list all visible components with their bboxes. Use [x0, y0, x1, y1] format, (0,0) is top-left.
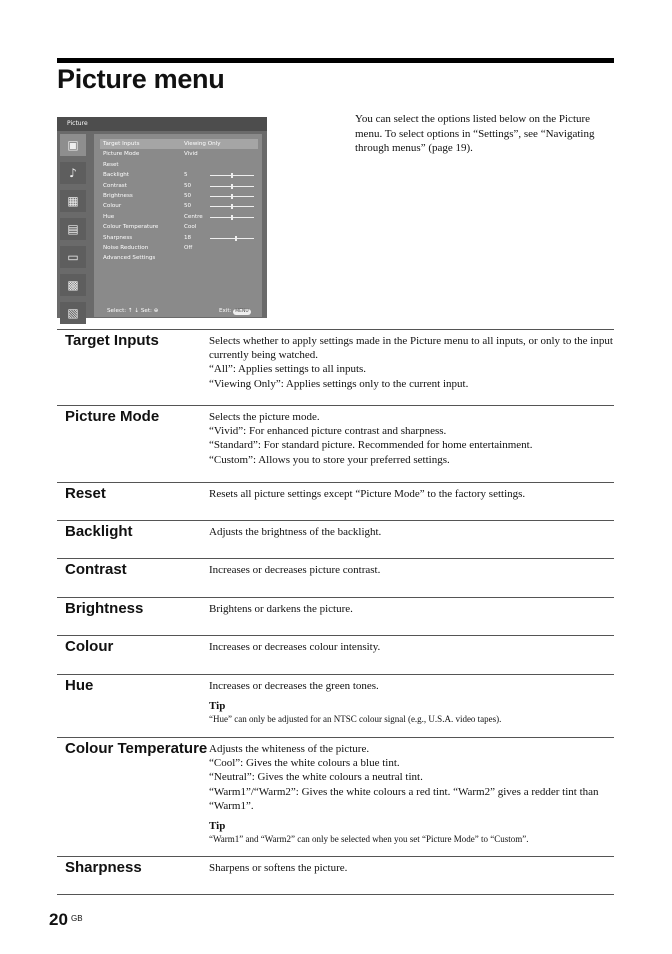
osd-icon-column	[60, 134, 87, 330]
osd-footer-exit: Exit: MENU	[219, 308, 249, 314]
page-region-code: GB	[71, 914, 83, 923]
music-note-icon: ♪	[60, 162, 86, 184]
setting-description	[209, 487, 613, 501]
setting-description	[209, 563, 613, 577]
description-line: “Custom”: Allows you to store your preferred settings.	[209, 453, 450, 466]
description-line: Brightens or darkens the picture.	[209, 603, 353, 615]
setting-description	[209, 679, 613, 725]
osd-row	[100, 243, 258, 253]
setting-description	[209, 525, 613, 539]
osd-row-value: 5	[184, 172, 188, 179]
osd-row-label: Sharpness	[103, 234, 133, 241]
osd-row-value: 50	[184, 203, 192, 210]
osd-row-value: Centre	[184, 213, 203, 220]
osd-row	[100, 212, 258, 222]
osd-settings-panel	[94, 134, 262, 317]
osd-row-value: Viewing Only	[184, 141, 221, 147]
setting-description	[209, 861, 613, 875]
osd-row	[100, 139, 258, 149]
description-line: “Standard”: For standard picture. Recommended for home entertainment.	[209, 439, 533, 452]
description-line: “Vivid”: For enhanced picture contrast and sharpness.	[209, 425, 447, 438]
osd-slider-knob	[231, 204, 233, 209]
osd-row-value: Off	[184, 245, 193, 251]
setting-row	[57, 521, 614, 559]
screen-icon: ▦	[60, 190, 86, 212]
description-line: “Viewing Only”: Applies settings only to the current input.	[209, 377, 469, 390]
tip-text: “Hue” can only be adjusted for an NTSC colour signal (e.g., U.S.A. video tapes).	[209, 714, 502, 725]
osd-row-label: Advanced Settings	[103, 255, 156, 262]
menu-button-icon: MENU	[235, 309, 249, 314]
setting-row	[57, 738, 614, 857]
osd-slider	[210, 206, 254, 207]
description-line: Selects the picture mode.	[209, 411, 320, 423]
setting-term: Backlight	[65, 523, 133, 540]
tip-heading: Tip	[209, 820, 226, 833]
osd-footer	[57, 305, 267, 318]
setting-description	[209, 602, 613, 616]
setting-description	[209, 334, 613, 391]
setting-term: Colour Temperature	[65, 740, 208, 757]
osd-slider	[210, 238, 254, 239]
osd-row-label: Contrast	[103, 182, 127, 189]
osd-row-label: Hue	[103, 213, 115, 220]
setting-description	[209, 410, 613, 467]
osd-row	[100, 181, 258, 191]
setup-icon: ▩	[60, 274, 86, 296]
osd-row-label: Brightness	[103, 193, 133, 199]
setting-row	[57, 675, 614, 738]
osd-slider	[210, 217, 254, 218]
setting-row	[57, 330, 614, 406]
osd-row-label: Backlight	[103, 172, 129, 179]
description-line: “Cool”: Gives the white colours a blue tint.	[209, 757, 400, 770]
osd-row-label: Colour Temperature	[103, 224, 159, 231]
setting-term: Reset	[65, 485, 106, 502]
description-line: Sharpens or softens the picture.	[209, 862, 348, 874]
setting-description	[209, 640, 613, 654]
description-line: Selects whether to apply settings made in the Picture menu to all inputs, or only to the input currently being watched.	[209, 335, 613, 362]
setting-term: Sharpness	[65, 859, 142, 876]
osd-row	[100, 201, 258, 211]
monitor-icon: ▭	[60, 246, 86, 268]
setting-term: Target Inputs	[65, 332, 159, 349]
osd-row-label: Reset	[103, 161, 119, 168]
osd-row-value: 50	[184, 182, 192, 189]
page-title: Picture menu	[57, 64, 225, 94]
osd-row-value: 50	[184, 193, 192, 199]
description-line: Adjusts the brightness of the backlight.	[209, 526, 382, 538]
osd-row-label: Target Inputs	[103, 141, 140, 147]
osd-row	[100, 253, 258, 263]
description-line: “Warm1”/“Warm2”: Gives the white colours a red tint. “Warm2” gives a redder tint than “Warm1”.	[209, 785, 599, 812]
extra-settings-icon: ▧	[60, 302, 86, 324]
osd-header: Picture	[57, 117, 267, 131]
osd-footer-select: Select: ↑ ↓ Set: ⊕	[107, 308, 159, 314]
osd-slider	[210, 196, 254, 197]
page-number: 20	[49, 910, 68, 929]
tip-heading: Tip	[209, 700, 226, 713]
osd-row-value: 18	[184, 234, 192, 241]
setting-term: Hue	[65, 677, 94, 694]
osd-menu-screenshot	[57, 117, 267, 318]
osd-row-label: Colour	[103, 203, 122, 210]
tip-text: “Warm1” and “Warm2” can only be selected when you set “Picture Mode” to “Custom”.	[209, 834, 529, 845]
description-line: Resets all picture settings except “Picture Mode” to the factory settings.	[209, 488, 526, 500]
osd-row-label: Picture Mode	[103, 151, 140, 158]
osd-row	[100, 222, 258, 232]
setting-term: Contrast	[65, 561, 127, 578]
osd-row	[100, 149, 258, 159]
settings-table	[57, 329, 614, 895]
setting-row	[57, 483, 614, 521]
osd-row	[100, 191, 258, 201]
picture-icon: ▣	[60, 134, 86, 156]
setting-row	[57, 598, 614, 636]
osd-row-value: Vivid	[184, 151, 198, 158]
title-rule	[57, 58, 614, 63]
sound-settings-icon: ▤	[60, 218, 86, 240]
osd-row-label: Noise Reduction	[103, 245, 149, 251]
setting-row	[57, 406, 614, 483]
setting-term: Colour	[65, 638, 114, 655]
description-line: Adjusts the whiteness of the picture.	[209, 743, 370, 755]
description-line: “All”: Applies settings to all inputs.	[209, 363, 367, 376]
osd-row	[100, 170, 258, 180]
osd-slider-knob	[231, 215, 233, 220]
osd-slider	[210, 175, 254, 176]
intro-text: You can select the options listed below on the Picture menu. To select options in “Settings”, see “Navigating through menus” (page 19).	[355, 113, 595, 154]
osd-slider	[210, 186, 254, 187]
description-line: “Neutral”: Gives the white colours a neutral tint.	[209, 771, 423, 784]
osd-slider-knob	[231, 173, 233, 178]
setting-description	[209, 742, 613, 845]
osd-row-value: Cool	[184, 224, 197, 231]
osd-slider-knob	[231, 184, 233, 189]
description-line: Increases or decreases picture contrast.	[209, 564, 381, 576]
osd-slider-knob	[231, 194, 233, 199]
setting-row	[57, 857, 614, 895]
setting-row	[57, 559, 614, 598]
description-line: Increases or decreases colour intensity.	[209, 641, 381, 653]
osd-row	[100, 160, 258, 170]
setting-term: Brightness	[65, 600, 144, 617]
osd-slider-knob	[235, 236, 237, 241]
description-line: Increases or decreases the green tones.	[209, 680, 379, 692]
setting-term: Picture Mode	[65, 408, 160, 425]
setting-row	[57, 636, 614, 675]
osd-row	[100, 233, 258, 243]
